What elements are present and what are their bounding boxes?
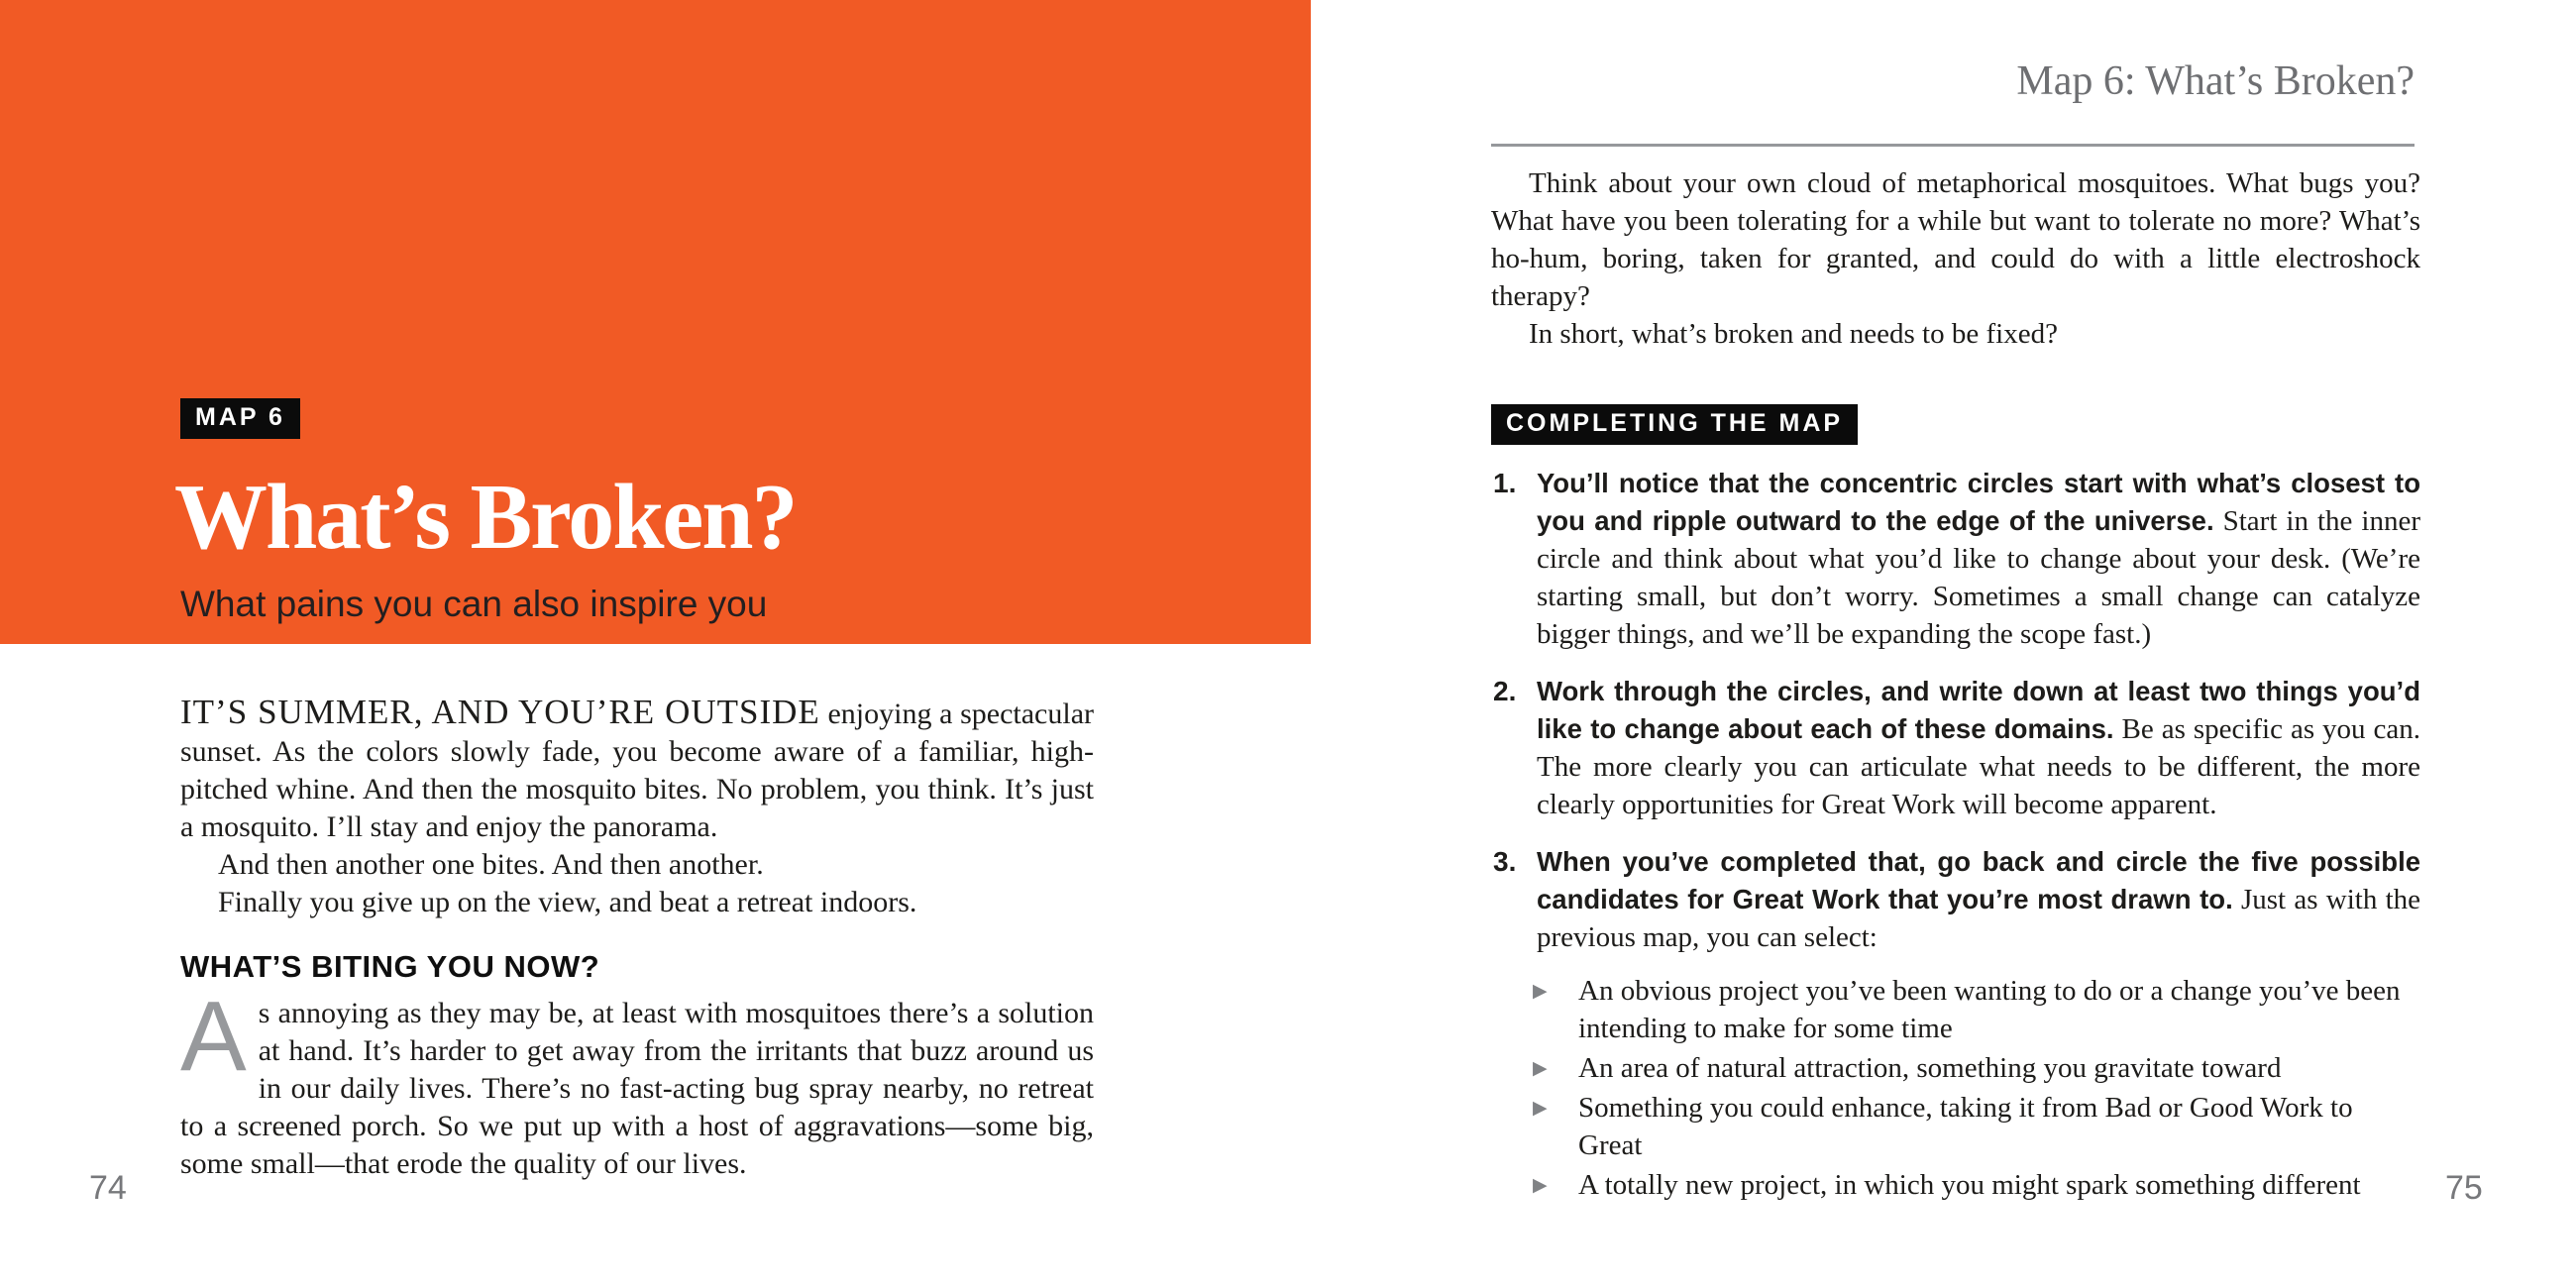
chapter-opener-panel [0, 0, 1311, 644]
section-paragraph [180, 981, 1094, 1183]
page-number-right: 75 [2445, 1169, 2483, 1207]
page-number-left: 74 [89, 1169, 127, 1207]
step-2-number: 2. [1493, 676, 1517, 706]
intro-lead-caps: IT’S SUMMER, AND YOU’RE OUTSIDE [180, 693, 820, 731]
step-2-lead: Work through the circles, and write down at least two things you’d like to change about each of these domains. [1537, 676, 2420, 744]
completing-the-map-badge: COMPLETING THE MAP [1491, 404, 1858, 445]
intro-line-2: And then another one bites. And then another. [218, 848, 764, 881]
triangle-right-icon: ▶ [1533, 1174, 1548, 1196]
intro-line-3: Finally you give up on the view, and beat a retreat indoors. [218, 886, 917, 918]
step-3-text: Just as with the previous map, you can select: [1537, 884, 2420, 953]
list-item [1531, 972, 2420, 1047]
chapter-title: What’s Broken? [174, 466, 797, 569]
bullet-2-text: An area of natural attraction, something you gravitate toward [1578, 1052, 2282, 1084]
chapter-opener-content [174, 398, 797, 625]
step-1-lead: You’ll notice that the concentric circles start with what’s closest to you and ripple outward to the edge of the universe. [1537, 468, 2420, 536]
running-head: Map 6: What’s Broken? [2016, 58, 2415, 104]
step-3-lead: When you’ve completed that, go back and circle the five possible candidates for Great Work that you’re most drawn to. [1537, 846, 2420, 914]
list-item [1531, 1166, 2420, 1204]
completing-the-map-row [1491, 404, 2420, 445]
dropcap-letter: A [180, 981, 247, 1092]
triangle-right-icon: ▶ [1533, 1097, 1548, 1119]
step-1-number: 1. [1493, 468, 1517, 498]
list-item [1531, 1049, 2420, 1087]
step-1 [1491, 465, 2420, 653]
chapter-subtitle: What pains you can also inspire you [180, 584, 768, 624]
intro-paragraph [180, 694, 1094, 846]
running-head-rule [1491, 144, 2415, 147]
section-heading-whats-biting: WHAT’S BITING YOU NOW? [180, 949, 600, 984]
step-3 [1491, 843, 2420, 956]
bullet-4-text: A totally new project, in which you might spark something different [1578, 1169, 2361, 1201]
step-2-text: Be as specific as you can. The more clearly you can articulate what needs to be different, the more clearly opportunities for Great Work will become apparent. [1537, 713, 2421, 820]
section-paragraph-text: s annoying as they may be, at least with mosquitoes there’s a solution at hand. It’s harder to get away from the irritants that buzz around us in our daily lives. There’s no fast-acting bug spray nearby, no retreat to a screened porch. So we put up with a host of aggravations—some big, some small—that erode the quality of our lives. [180, 997, 1094, 1180]
map-number-badge: MAP 6 [180, 398, 300, 439]
list-item [1531, 1089, 2420, 1164]
left-page-body [180, 694, 1094, 1183]
step-2 [1491, 673, 2420, 823]
right-page-body [1491, 164, 2420, 1204]
triangle-right-icon: ▶ [1533, 1057, 1548, 1079]
bullet-1-text: An obvious project you’ve been wanting to do or a change you’ve been intending to make for some time [1578, 975, 2401, 1044]
bullet-3-text: Something you could enhance, taking it from Bad or Good Work to Great [1578, 1092, 2353, 1161]
intro-lead-rest: enjoying a spectacular sunset. As the colors slowly fade, you become aware of a familiar, high-pitched whine. And then the mosquito bites. No problem, you think. It’s just a mosquito. I’ll stay and enjoy the panorama. [180, 698, 1095, 843]
right-intro-paragraph-2: In short, what’s broken and needs to be fixed? [1529, 318, 2058, 350]
right-intro-paragraph-1: Think about your own cloud of metaphorical mosquitoes. What bugs you? What have you been tolerating for a while but want to tolerate no more? What’s ho-hum, boring, taken for granted, and could do with a little electroshock therapy? [1491, 167, 2420, 312]
triangle-right-icon: ▶ [1533, 980, 1548, 1002]
step-1-text: Start in the inner circle and think about what you’d like to change about your desk. (We’re starting small, but don’t worry. Sometimes a small change can catalyze bigger things, and we’ll be expanding the scope fast.) [1537, 505, 2420, 650]
step-3-number: 3. [1493, 846, 1517, 877]
candidate-bullet-list [1531, 972, 2420, 1204]
